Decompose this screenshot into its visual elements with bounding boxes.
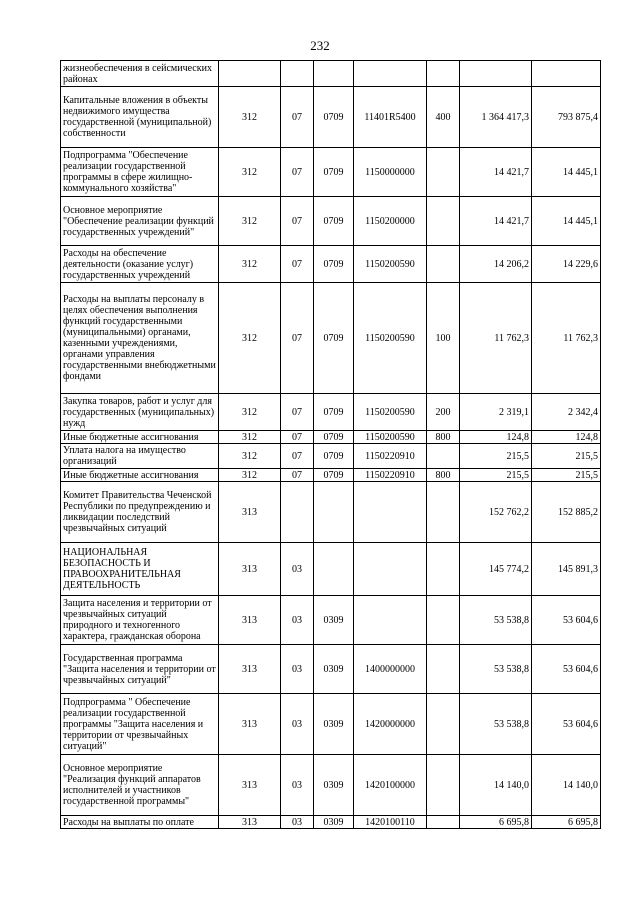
section-code: 07	[281, 469, 314, 482]
amount-year-2: 124,8	[532, 431, 601, 444]
amount-year-2: 215,5	[532, 444, 601, 469]
amount-year-2: 215,5	[532, 469, 601, 482]
subsection-code: 0709	[314, 283, 354, 394]
ved-code: 312	[219, 431, 281, 444]
amount-year-1: 124,8	[460, 431, 532, 444]
ved-code: 313	[219, 596, 281, 645]
expense-type-code: 800	[427, 431, 460, 444]
table-row	[61, 61, 601, 87]
amount-year-2: 145 891,3	[532, 543, 601, 596]
ved-code: 313	[219, 755, 281, 816]
subsection-code	[314, 61, 354, 87]
section-code: 03	[281, 596, 314, 645]
row-name: Защита населения и территории от чрезвычайных ситуаций природного и техногенного характера, гражданская оборона	[61, 596, 219, 645]
amount-year-2: 793 875,4	[532, 87, 601, 148]
ved-code: 313	[219, 543, 281, 596]
section-code: 03	[281, 694, 314, 755]
section-code: 07	[281, 197, 314, 246]
amount-year-1: 215,5	[460, 469, 532, 482]
amount-year-2: 2 342,4	[532, 394, 601, 431]
expense-type-code	[427, 444, 460, 469]
row-name: Расходы на обеспечение деятельности (оказание услуг) государственных учреждений	[61, 246, 219, 283]
amount-year-1: 11 762,3	[460, 283, 532, 394]
amount-year-2: 152 885,2	[532, 482, 601, 543]
table-row	[61, 645, 601, 694]
subsection-code: 0309	[314, 694, 354, 755]
expense-type-code: 400	[427, 87, 460, 148]
target-article-code	[354, 596, 427, 645]
target-article-code: 1400000000	[354, 645, 427, 694]
expense-type-code	[427, 755, 460, 816]
section-code: 07	[281, 431, 314, 444]
amount-year-2: 53 604,6	[532, 694, 601, 755]
amount-year-1: 2 319,1	[460, 394, 532, 431]
amount-year-1	[460, 61, 532, 87]
ved-code: 312	[219, 394, 281, 431]
subsection-code: 0709	[314, 394, 354, 431]
budget-table	[60, 60, 601, 829]
subsection-code: 0709	[314, 469, 354, 482]
target-article-code	[354, 482, 427, 543]
expense-type-code	[427, 694, 460, 755]
amount-year-1: 14 206,2	[460, 246, 532, 283]
section-code: 07	[281, 148, 314, 197]
ved-code	[219, 61, 281, 87]
amount-year-1: 53 538,8	[460, 596, 532, 645]
page-number: 232	[310, 38, 330, 53]
subsection-code: 0309	[314, 645, 354, 694]
target-article-code: 1420000000	[354, 694, 427, 755]
section-code: 03	[281, 543, 314, 596]
amount-year-1: 152 762,2	[460, 482, 532, 543]
expense-type-code	[427, 61, 460, 87]
expense-type-code	[427, 482, 460, 543]
table-row	[61, 469, 601, 482]
table-row	[61, 394, 601, 431]
subsection-code: 0309	[314, 755, 354, 816]
section-code: 03	[281, 816, 314, 829]
subsection-code: 0709	[314, 431, 354, 444]
target-article-code	[354, 61, 427, 87]
section-code	[281, 61, 314, 87]
amount-year-2: 53 604,6	[532, 645, 601, 694]
target-article-code: 11401R5400	[354, 87, 427, 148]
amount-year-1: 14 421,7	[460, 148, 532, 197]
row-name: жизнеобеспечения в сейсмических районах	[61, 61, 219, 87]
subsection-code: 0309	[314, 596, 354, 645]
subsection-code	[314, 482, 354, 543]
section-code: 07	[281, 87, 314, 148]
target-article-code: 1420100000	[354, 755, 427, 816]
section-code: 03	[281, 755, 314, 816]
amount-year-2: 14 140,0	[532, 755, 601, 816]
amount-year-1: 53 538,8	[460, 694, 532, 755]
section-code: 07	[281, 444, 314, 469]
ved-code: 312	[219, 197, 281, 246]
ved-code: 313	[219, 645, 281, 694]
table-row	[61, 543, 601, 596]
expense-type-code	[427, 596, 460, 645]
row-name: Уплата налога на имущество организаций	[61, 444, 219, 469]
target-article-code: 1150000000	[354, 148, 427, 197]
row-name: НАЦИОНАЛЬНАЯ БЕЗОПАСНОСТЬ И ПРАВООХРАНИТЕЛЬНАЯ ДЕЯТЕЛЬНОСТЬ	[61, 543, 219, 596]
row-name: Иные бюджетные ассигнования	[61, 431, 219, 444]
amount-year-1: 14 421,7	[460, 197, 532, 246]
table-row	[61, 482, 601, 543]
target-article-code: 1420100110	[354, 816, 427, 829]
row-name: Основное мероприятие "Реализация функций аппаратов исполнителей и участников государственной программы"	[61, 755, 219, 816]
expense-type-code	[427, 197, 460, 246]
target-article-code: 1150220910	[354, 444, 427, 469]
amount-year-2: 14 229,6	[532, 246, 601, 283]
amount-year-2: 14 445,1	[532, 148, 601, 197]
expense-type-code: 100	[427, 283, 460, 394]
amount-year-2: 14 445,1	[532, 197, 601, 246]
target-article-code: 1150200590	[354, 394, 427, 431]
target-article-code	[354, 543, 427, 596]
subsection-code: 0709	[314, 444, 354, 469]
section-code: 03	[281, 645, 314, 694]
table-row	[61, 431, 601, 444]
section-code: 07	[281, 394, 314, 431]
expense-type-code	[427, 645, 460, 694]
row-name: Капитальные вложения в объекты недвижимого имущества государственной (муниципальной) собственности	[61, 87, 219, 148]
expense-type-code: 200	[427, 394, 460, 431]
section-code: 07	[281, 283, 314, 394]
amount-year-2: 53 604,6	[532, 596, 601, 645]
table-row	[61, 87, 601, 148]
target-article-code: 1150220910	[354, 469, 427, 482]
table-row	[61, 694, 601, 755]
row-name: Закупка товаров, работ и услуг для государственных (муниципальных) нужд	[61, 394, 219, 431]
ved-code: 313	[219, 816, 281, 829]
amount-year-1: 53 538,8	[460, 645, 532, 694]
row-name: Расходы на выплаты по оплате	[61, 816, 219, 829]
row-name: Государственная программа "Защита населения и территории от чрезвычайных ситуаций"	[61, 645, 219, 694]
table-row	[61, 148, 601, 197]
subsection-code: 0709	[314, 197, 354, 246]
ved-code: 312	[219, 148, 281, 197]
expense-type-code	[427, 148, 460, 197]
expense-type-code	[427, 816, 460, 829]
expense-type-code	[427, 246, 460, 283]
row-name: Иные бюджетные ассигнования	[61, 469, 219, 482]
ved-code: 312	[219, 246, 281, 283]
subsection-code: 0709	[314, 87, 354, 148]
row-name: Расходы на выплаты персоналу в целях обеспечения выполнения функций государственными (муниципальными) органами, казенными учреждениями, органами управления государственными внебюджетными фондами	[61, 283, 219, 394]
row-name: Комитет Правительства Чеченской Республики по предупреждению и ликвидации последствий чрезвычайных ситуаций	[61, 482, 219, 543]
amount-year-1: 215,5	[460, 444, 532, 469]
amount-year-1: 6 695,8	[460, 816, 532, 829]
ved-code: 312	[219, 444, 281, 469]
section-code	[281, 482, 314, 543]
expense-type-code: 800	[427, 469, 460, 482]
amount-year-1: 14 140,0	[460, 755, 532, 816]
row-name: Основное мероприятие "Обеспечение реализации функций государственных учреждений"	[61, 197, 219, 246]
ved-code: 312	[219, 87, 281, 148]
table-row	[61, 755, 601, 816]
ved-code: 312	[219, 283, 281, 394]
expense-type-code	[427, 543, 460, 596]
target-article-code: 1150200000	[354, 197, 427, 246]
amount-year-1: 1 364 417,3	[460, 87, 532, 148]
subsection-code: 0309	[314, 816, 354, 829]
amount-year-2: 11 762,3	[532, 283, 601, 394]
ved-code: 313	[219, 694, 281, 755]
target-article-code: 1150200590	[354, 431, 427, 444]
row-name: Подпрограмма "Обеспечение реализации государственной программы в сфере жилищно-коммунального хозяйства"	[61, 148, 219, 197]
table-row	[61, 444, 601, 469]
table-row	[61, 816, 601, 829]
target-article-code: 1150200590	[354, 283, 427, 394]
table-row	[61, 596, 601, 645]
subsection-code: 0709	[314, 246, 354, 283]
ved-code: 313	[219, 482, 281, 543]
target-article-code: 1150200590	[354, 246, 427, 283]
subsection-code: 0709	[314, 148, 354, 197]
subsection-code	[314, 543, 354, 596]
table-row	[61, 283, 601, 394]
amount-year-2: 6 695,8	[532, 816, 601, 829]
ved-code: 312	[219, 469, 281, 482]
amount-year-1: 145 774,2	[460, 543, 532, 596]
section-code: 07	[281, 246, 314, 283]
amount-year-2	[532, 61, 601, 87]
table-row	[61, 197, 601, 246]
row-name: Подпрограмма " Обеспечение реализации государственной программы "Защита населения и территории от чрезвычайных ситуаций"	[61, 694, 219, 755]
table-row	[61, 246, 601, 283]
